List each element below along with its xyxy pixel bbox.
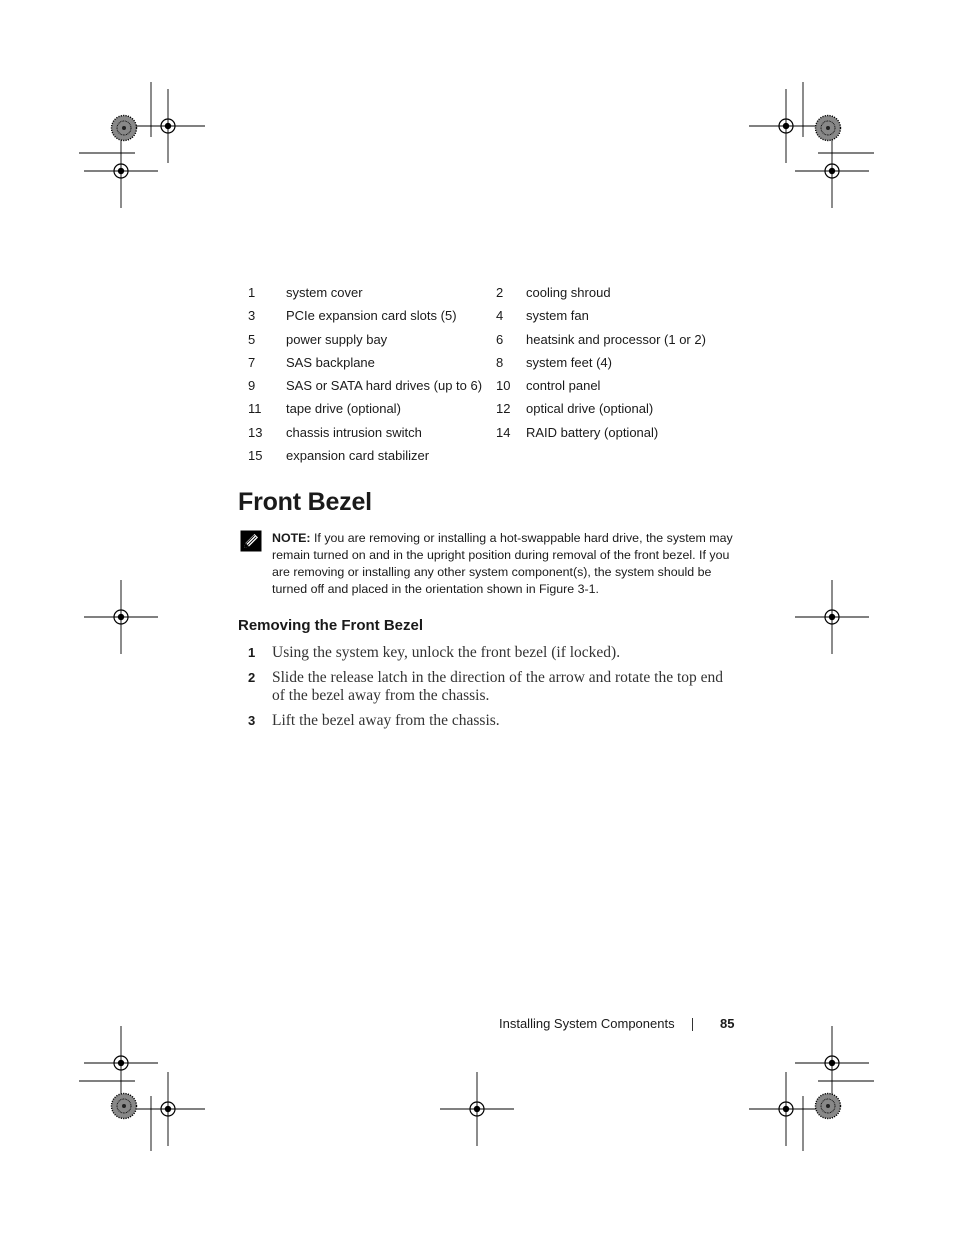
legend-label: system feet (4)	[526, 354, 612, 370]
legend-row	[238, 308, 738, 331]
subsection-title: Removing the Front Bezel	[238, 617, 424, 634]
legend-number: 4	[496, 308, 504, 324]
footer-section-title: Installing System Components	[499, 1016, 675, 1031]
crosshair-icon	[131, 1072, 205, 1146]
crosshair-icon	[84, 134, 158, 208]
legend-label: SAS or SATA hard drives (up to 6)	[286, 378, 483, 394]
crosshair-icon	[795, 134, 869, 208]
legend-label: system fan	[526, 308, 589, 324]
legend-number: 9	[248, 378, 256, 394]
legend-label: RAID battery (optional)	[526, 424, 659, 440]
legend-row	[238, 355, 738, 378]
step-item	[238, 644, 738, 662]
legend-row	[238, 285, 738, 308]
sunburst-icon	[816, 116, 841, 141]
legend-number: 10	[496, 378, 511, 394]
legend-row	[238, 378, 738, 401]
crosshair-icon	[795, 1026, 869, 1100]
legend-row	[238, 425, 738, 448]
note-text	[272, 530, 738, 598]
legend-label	[526, 448, 738, 471]
legend-label: power supply bay	[286, 331, 388, 347]
legend-number: 6	[496, 331, 504, 347]
legend-row	[238, 448, 738, 471]
step-text: Slide the release latch in the direction of the arrow and rotate the top end of the bezel away from the chassis.	[272, 669, 724, 704]
legend-number: 1	[248, 285, 256, 300]
crosshair-icon	[84, 1026, 158, 1100]
crosshair-icon	[749, 89, 823, 163]
legend-number: 11	[248, 401, 262, 417]
step-item	[238, 712, 738, 730]
legend-number: 7	[248, 354, 256, 370]
sunburst-icon	[816, 1094, 841, 1119]
legend-label: tape drive (optional)	[286, 401, 401, 417]
legend-number: 15	[248, 448, 263, 464]
legend-number	[496, 448, 526, 471]
step-number: 1	[248, 645, 256, 660]
sunburst-icon	[112, 116, 137, 141]
sunburst-icon	[112, 1094, 137, 1119]
page-number: 85	[720, 1016, 735, 1031]
legend-row	[238, 332, 738, 355]
crosshair-icon	[84, 580, 158, 654]
legend-label: SAS backplane	[286, 354, 375, 370]
note-label: NOTE:	[272, 531, 311, 545]
step-text: Lift the bezel away from the chassis.	[272, 712, 500, 729]
note-body: If you are removing or installing a hot-swappable hard drive, the system may remain turned on and in the upright position during removal of the front bezel. If you are removing or installing any other system component(s), the system should be turned off and placed in the orientation shown in Figure 3-1.	[272, 531, 733, 596]
legend-label: PCIe expansion card slots (5)	[286, 308, 457, 324]
legend-label: control panel	[526, 378, 601, 394]
legend-number: 2	[496, 285, 504, 300]
legend-label: optical drive (optional)	[526, 401, 654, 417]
step-number: 3	[248, 713, 256, 728]
legend-number: 3	[248, 308, 256, 324]
legend-number: 5	[248, 331, 256, 347]
legend-row	[238, 401, 738, 424]
legend-number: 12	[496, 401, 511, 417]
crosshair-icon	[749, 1072, 823, 1146]
section-title: Front Bezel	[238, 488, 372, 516]
legend-label: chassis intrusion switch	[286, 424, 422, 440]
legend-number: 13	[248, 424, 263, 440]
crosshair-icon	[795, 580, 869, 654]
step-item	[238, 669, 738, 705]
procedure-steps	[238, 644, 738, 737]
footer-divider	[692, 1018, 693, 1031]
legend-label: heatsink and processor (1 or 2)	[526, 331, 706, 347]
legend-label: expansion card stabilizer	[286, 448, 430, 464]
crosshair-icon	[440, 1072, 514, 1146]
step-text: Using the system key, unlock the front bezel (if locked).	[272, 644, 621, 661]
legend-label: system cover	[286, 285, 363, 300]
crosshair-icon	[131, 89, 205, 163]
legend-number: 14	[496, 424, 511, 440]
legend-number: 8	[496, 354, 504, 370]
figure-legend	[238, 285, 738, 471]
pencil-note-icon	[240, 530, 262, 552]
legend-label: cooling shroud	[526, 285, 611, 300]
step-number: 2	[248, 670, 256, 685]
note-callout	[238, 530, 738, 598]
